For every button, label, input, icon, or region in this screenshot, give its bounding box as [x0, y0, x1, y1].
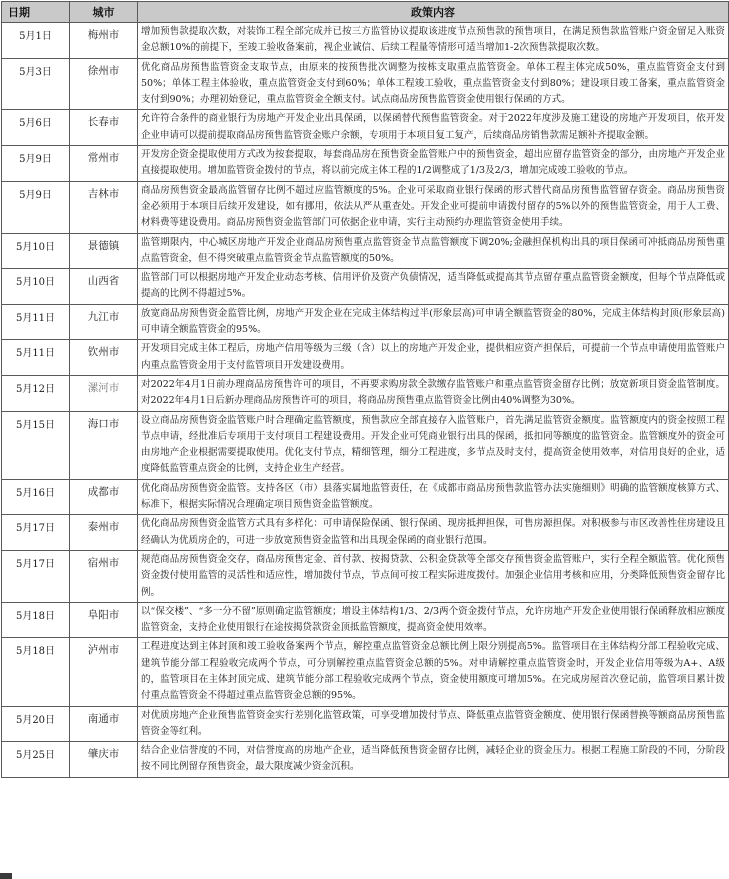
table-row	[2, 550, 729, 602]
row-policy-content: 对优质房地产企业预售监管资金实行差别化监管政策，可享受增加拨付节点、降低重点监管资金额度、使用银行保函替换等额商品房预售监管资金等红利。	[138, 706, 729, 742]
row-policy-content: 设立商品房预售资金监管账户时合理确定监管额度，预售款应全部直接存入监管账户，首先满足监管资金额度。监管额度内的资金按照工程节点申请，经批准后专项用于支付项目工程建设费用。开发企业可凭商业银行出具的保函，抵扣同等额度的监管资金。监管额度外的资金可由房地产企业根据需要提取使用。优化支付节点，精细管理，细分工程进度，多节点及时支付，提高资金使用效率，对信用良好的企业，适度降低监管重点资金的比例，支持企业生产经营。	[138, 411, 729, 479]
row-date: 5月11日	[2, 304, 70, 340]
table-row	[2, 110, 729, 146]
row-date: 5月15日	[2, 411, 70, 479]
row-policy-content: 以“保交楼”、“多一分不留”原则确定监管额度；增设主体结构1/3、2/3两个资金拨付节点，允许房地产开发企业使用银行保函释放相应额度监管资金，支持企业使用银行在途按揭贷款资金顶抵监管额度，提高资金使用效率。	[138, 602, 729, 638]
row-date: 5月10日	[2, 233, 70, 269]
table-row	[2, 269, 729, 305]
table-header-row	[2, 2, 729, 23]
row-city: 肇庆市	[70, 742, 138, 778]
row-city: 梅州市	[70, 23, 138, 59]
row-city: 宿州市	[70, 550, 138, 602]
row-city: 阜阳市	[70, 602, 138, 638]
row-date: 5月17日	[2, 515, 70, 551]
row-policy-content: 优化商品房预售监管资金支取节点，由原来的按预售批次调整为按栋支取重点监管资金。单体工程主体完成50%，重点监管资金支付到50%；单体工程主体验收，重点监管资金支付到60%；单体工程竣工验收，重点监管资金支付到80%；建设项目竣工备案，重点监管资金支付到90%；办理初始登记，重点监管资金全额支付。试点商品房预售监管资金使用银行保函的方式。	[138, 58, 729, 110]
table-row	[2, 181, 729, 233]
row-date: 5月11日	[2, 340, 70, 376]
header-date: 日期	[2, 2, 70, 23]
row-date: 5月9日	[2, 146, 70, 182]
row-policy-content: 开发项目完成主体工程后，房地产信用等级为三级（含）以上的房地产开发企业，提供相应资产担保后，可提前一个节点申请使用监管账户内重点监管资金用于支付监管项目开发建设费用。	[138, 340, 729, 376]
row-city: 海口市	[70, 411, 138, 479]
table-body	[2, 23, 729, 778]
row-policy-content: 优化商品房预售资金监管。支持各区（市）县落实属地监管责任，在《成都市商品房预售款监管办法实施细则》明确的监管额度核算方式、标准下，根据实际情况合理确定项目预售资金监管额度。	[138, 479, 729, 515]
header-content: 政策内容	[138, 2, 729, 23]
table-row	[2, 233, 729, 269]
table-row	[2, 638, 729, 706]
table-row	[2, 515, 729, 551]
row-date: 5月25日	[2, 742, 70, 778]
row-policy-content: 商品房预售资金最高监管留存比例不超过应监管额度的5%。企业可采取商业银行保函的形式替代商品房预售监管留存资金。商品房预售资金必须用于本项目后续开发建设，如有挪用，依法从严从重查处。开发企业可提前申请拨付留存的5%以外的预售监管资金，用于人工费、材料费等建设费用。商品房预售资金监管部门可依据企业申请，实行主动预约办理监管资金使用手续。	[138, 181, 729, 233]
table-row	[2, 304, 729, 340]
row-policy-content: 监管部门可以根据房地产开发企业动态考核、信用评价及资产负债情况，适当降低或提高其节点留存重点监管资金额度，但每个节点降低或提高的比例不得超过5%。	[138, 269, 729, 305]
row-policy-content: 优化商品房预售资金监管方式具有多样化：可申请保险保函、银行保函、现房抵押担保，可售房源担保。对积极参与市区改善性住房建设且经确认为优质房企的，可进一步放宽预售资金监管和出具现金保函的商业银行范围。	[138, 515, 729, 551]
row-date: 5月20日	[2, 706, 70, 742]
row-city: 漯河市	[70, 375, 138, 411]
row-date: 5月17日	[2, 550, 70, 602]
row-date: 5月16日	[2, 479, 70, 515]
row-city: 九江市	[70, 304, 138, 340]
row-city: 泸州市	[70, 638, 138, 706]
row-policy-content: 规范商品房预售资金交存，商品房预售定金、首付款、按揭贷款、公积金贷款等全部交存预售资金监管账户，实行全程全额监管。优化预售资金拨付使用监管的灵活性和适应性，增加拨付节点，节点间可按工程实际进度拨付。加强企业信用考核和应用，分类降低预售资金留存比例。	[138, 550, 729, 602]
table-row	[2, 479, 729, 515]
row-date: 5月10日	[2, 269, 70, 305]
table-row	[2, 411, 729, 479]
row-policy-content: 工程进度达到主体封顶和竣工验收备案两个节点，解控重点监管资金总额比例上限分别提高5%。监管项目在主体结构分部工程验收完成、建筑节能分部工程验收完成两个节点，可分别解控重点监管资金总额的5%。对申请解控重点监管资金时，开发企业信用等级为A+、A级的，监管项目在主体封顶完成、建筑节能分部工程验收完成两个节点，资金使用额度可增加5%。在完成房屋首次登记前，监管项目累计拨付重点监管资金不得超过重点监管资金总额的95%。	[138, 638, 729, 706]
row-date: 5月3日	[2, 58, 70, 110]
row-policy-content: 允许符合条件的商业银行为房地产开发企业出具保函，以保函替代预售监管资金。对于2022年度涉及施工建设的房地产开发项目，依开发企业申请可以提前提取商品房预售监管资金账户余额，专项用于本项目复工复产，后续商品房销售款需足额补齐提取金额。	[138, 110, 729, 146]
table-row	[2, 742, 729, 778]
row-policy-content: 开发房企资金提取使用方式改为按套提取，每套商品房在预售资金监管账户中的预售资金，超出应留存监管资金的部分，由房地产开发企业直接提取使用。增加监管资金拨付的节点，将以前完成主体工程的1/2调整成了1/3及2/3，增加完成竣工验收的节点。	[138, 146, 729, 182]
row-city: 景德镇	[70, 233, 138, 269]
row-city: 钦州市	[70, 340, 138, 376]
row-policy-content: 增加预售款提取次数，对装饰工程全部完成并已按三方监管协议提取该进度节点预售款的预售项目，在满足预售款监管账户资金留足入账资金总额10%的前提下，至竣工验收备案前，视企业诚信、后续工程量等情形可适当增加1-2次预售款提取次数。	[138, 23, 729, 59]
table-row	[2, 602, 729, 638]
row-date: 5月9日	[2, 181, 70, 233]
row-date: 5月1日	[2, 23, 70, 59]
row-policy-content: 对2022年4月1日前办理商品房预售许可的项目，不再要求购房款全款缴存监管账户和重点监管资金留存比例；放宽新项目资金监管制度。对2022年4月1日后新办理商品房预售许可的项目，将商品房预售重点监管资金比例由40%调整为30%。	[138, 375, 729, 411]
row-policy-content: 结合企业信誉度的不同，对信誉度高的房地产企业，适当降低预售资金留存比例，减轻企业的资金压力。根据工程施工阶段的不同，分阶段按不同比例留存预售资金，最大限度减少资金沉积。	[138, 742, 729, 778]
policy-table	[1, 1, 729, 778]
row-city: 南通市	[70, 706, 138, 742]
row-city: 成都市	[70, 479, 138, 515]
table-row	[2, 706, 729, 742]
corner-mark	[0, 873, 12, 879]
table-row	[2, 340, 729, 376]
row-city: 山西省	[70, 269, 138, 305]
row-city: 长春市	[70, 110, 138, 146]
table-row	[2, 23, 729, 59]
table-row	[2, 146, 729, 182]
row-date: 5月12日	[2, 375, 70, 411]
row-city: 徐州市	[70, 58, 138, 110]
row-city: 泰州市	[70, 515, 138, 551]
table-row	[2, 58, 729, 110]
row-date: 5月18日	[2, 602, 70, 638]
row-city: 常州市	[70, 146, 138, 182]
header-city: 城市	[70, 2, 138, 23]
row-policy-content: 监管期限内，中心城区房地产开发企业商品房预售重点监管资金节点监管额度下调20%;金融担保机构出具的项目保函可冲抵商品房预售重点监管资金，但不得突破重点监管资金节点监管额度的50%。	[138, 233, 729, 269]
table-row	[2, 375, 729, 411]
row-date: 5月18日	[2, 638, 70, 706]
row-city: 吉林市	[70, 181, 138, 233]
row-policy-content: 放宽商品房预售资金监管比例，房地产开发企业在完成主体结构过半(形象层高)可申请全额监管资金的80%，完成主体结构封顶(形象层高)可申请全额监管资金的95%。	[138, 304, 729, 340]
row-date: 5月6日	[2, 110, 70, 146]
